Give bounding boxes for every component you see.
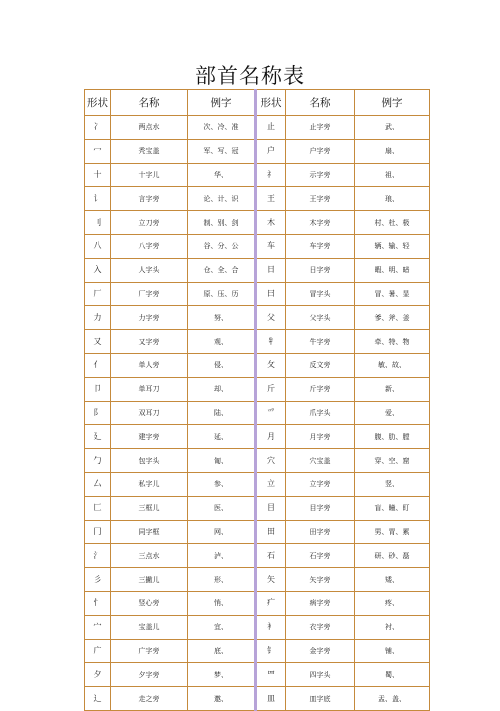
shape-cell: 王: [256, 187, 286, 211]
example-cell: 祖、: [355, 163, 430, 187]
shape-cell: 亻: [85, 353, 111, 377]
name-cell: 皿字底: [286, 687, 355, 711]
column-header-name: 名称: [111, 90, 188, 116]
example-cell: 敏、故、: [355, 353, 430, 377]
example-cell: 华、: [188, 163, 256, 187]
shape-cell: 卩: [85, 377, 111, 401]
shape-cell: 冖: [85, 139, 111, 163]
shape-cell: 衤: [256, 615, 286, 639]
example-cell: 腹、肋、膛: [355, 425, 430, 449]
shape-cell: 氵: [85, 544, 111, 568]
shape-cell: 钅: [256, 639, 286, 663]
example-cell: 男、胃、累: [355, 520, 430, 544]
name-cell: 爪字头: [286, 401, 355, 425]
example-cell: 盂、盖、: [355, 687, 430, 711]
table-body: [85, 116, 430, 711]
example-cell: 延、: [188, 425, 256, 449]
name-cell: 十字儿: [111, 163, 188, 187]
name-cell: 冒字头: [286, 282, 355, 306]
name-cell: 父字头: [286, 306, 355, 330]
table-row: [85, 187, 430, 211]
shape-cell: 疒: [256, 591, 286, 615]
shape-cell: 冫: [85, 116, 111, 140]
shape-cell: 讠: [85, 187, 111, 211]
name-cell: 田字旁: [286, 520, 355, 544]
shape-cell: 穴: [256, 449, 286, 473]
table-row: [85, 615, 430, 639]
name-cell: 月字旁: [286, 425, 355, 449]
shape-cell: 户: [256, 139, 286, 163]
name-cell: 病字旁: [286, 591, 355, 615]
shape-cell: 止: [256, 116, 286, 140]
example-cell: 次、冷、准: [188, 116, 256, 140]
table-row: [85, 139, 430, 163]
example-cell: 扇、: [355, 139, 430, 163]
shape-cell: 罒: [256, 663, 286, 687]
shape-cell: 阝: [85, 401, 111, 425]
example-cell: 陆、: [188, 401, 256, 425]
example-cell: 原、压、历: [188, 282, 256, 306]
name-cell: 四字头: [286, 663, 355, 687]
table-row: [85, 496, 430, 520]
column-header-example-right: 例字: [355, 90, 430, 116]
shape-cell: 廴: [85, 425, 111, 449]
example-cell: 新、: [355, 377, 430, 401]
example-cell: 努、: [188, 306, 256, 330]
shape-cell: 矢: [256, 568, 286, 592]
shape-cell: 日: [256, 258, 286, 282]
table-row: [85, 663, 430, 687]
example-cell: 军、写、冠: [188, 139, 256, 163]
shape-cell: 十: [85, 163, 111, 187]
shape-cell: 广: [85, 639, 111, 663]
name-cell: 反文旁: [286, 353, 355, 377]
shape-cell: 八: [85, 234, 111, 258]
name-cell: 目字旁: [286, 496, 355, 520]
example-cell: 宜、: [188, 615, 256, 639]
example-cell: 仓、全、合: [188, 258, 256, 282]
example-cell: 底、: [188, 639, 256, 663]
table-header-row: [85, 90, 430, 116]
table-row: [85, 449, 430, 473]
shape-cell: 又: [85, 330, 111, 354]
shape-cell: 忄: [85, 591, 111, 615]
name-cell: 王字旁: [286, 187, 355, 211]
name-cell: 秃宝盖: [111, 139, 188, 163]
name-cell: 矢字旁: [286, 568, 355, 592]
example-cell: 武、: [355, 116, 430, 140]
shape-cell: 月: [256, 425, 286, 449]
name-cell: 双耳刀: [111, 401, 188, 425]
table-row: [85, 163, 430, 187]
name-cell: 建字旁: [111, 425, 188, 449]
name-cell: 广字旁: [111, 639, 188, 663]
shape-cell: 曰: [256, 282, 286, 306]
example-cell: 匍、: [188, 449, 256, 473]
radical-name-table: [84, 89, 430, 711]
table-row: [85, 282, 430, 306]
column-header-example: 例字: [188, 90, 256, 116]
name-cell: 同字框: [111, 520, 188, 544]
page-title: 部首名称表: [195, 64, 305, 88]
shape-cell: 夕: [85, 663, 111, 687]
table-row: [85, 306, 430, 330]
table-row: [85, 401, 430, 425]
example-cell: 谷、分、公: [188, 234, 256, 258]
shape-cell: 目: [256, 496, 286, 520]
name-cell: 宝盖儿: [111, 615, 188, 639]
shape-cell: 匚: [85, 496, 111, 520]
name-cell: 石字旁: [286, 544, 355, 568]
example-cell: 形、: [188, 568, 256, 592]
table-row: [85, 425, 430, 449]
name-cell: 日字旁: [286, 258, 355, 282]
example-cell: 疼、: [355, 591, 430, 615]
name-cell: 立字旁: [286, 472, 355, 496]
shape-cell: 入: [85, 258, 111, 282]
column-header-shape-right: 形状: [256, 90, 286, 116]
name-cell: 斤字旁: [286, 377, 355, 401]
name-cell: 厂字旁: [111, 282, 188, 306]
shape-cell: 车: [256, 234, 286, 258]
shape-cell: 斤: [256, 377, 286, 401]
shape-cell: 勹: [85, 449, 111, 473]
shape-cell: 石: [256, 544, 286, 568]
name-cell: 金字旁: [286, 639, 355, 663]
shape-cell: 礻: [256, 163, 286, 187]
example-cell: 琅、: [355, 187, 430, 211]
shape-cell: 刂: [85, 211, 111, 235]
name-cell: 力字旁: [111, 306, 188, 330]
name-cell: 竖心旁: [111, 591, 188, 615]
name-cell: 三点水: [111, 544, 188, 568]
name-cell: 立刀旁: [111, 211, 188, 235]
shape-cell: 厶: [85, 472, 111, 496]
example-cell: 盲、瞳、盯: [355, 496, 430, 520]
name-cell: 又字旁: [111, 330, 188, 354]
example-cell: 铺、: [355, 639, 430, 663]
shape-cell: 彡: [85, 568, 111, 592]
name-cell: 示字旁: [286, 163, 355, 187]
name-cell: 八字旁: [111, 234, 188, 258]
example-cell: 冒、暑、显: [355, 282, 430, 306]
example-cell: 村、杜、极: [355, 211, 430, 235]
table-row: [85, 639, 430, 663]
table-row: [85, 591, 430, 615]
example-cell: 蜀、: [355, 663, 430, 687]
example-cell: 暇、明、暗: [355, 258, 430, 282]
name-cell: 车字旁: [286, 234, 355, 258]
example-cell: 悄、: [188, 591, 256, 615]
name-cell: 夕字旁: [111, 663, 188, 687]
example-cell: 论、计、识: [188, 187, 256, 211]
name-cell: 包字头: [111, 449, 188, 473]
table-row: [85, 258, 430, 282]
name-cell: 木字旁: [286, 211, 355, 235]
example-cell: 参、: [188, 472, 256, 496]
example-cell: 牵、特、物: [355, 330, 430, 354]
column-header-name-right: 名称: [286, 90, 355, 116]
shape-cell: 立: [256, 472, 286, 496]
shape-cell: 厂: [85, 282, 111, 306]
example-cell: 爹、斧、釜: [355, 306, 430, 330]
table-row: [85, 544, 430, 568]
example-cell: 竖、: [355, 472, 430, 496]
example-cell: 衬、: [355, 615, 430, 639]
example-cell: 侵、: [188, 353, 256, 377]
name-cell: 三框儿: [111, 496, 188, 520]
name-cell: 走之旁: [111, 687, 188, 711]
example-cell: 邀、: [188, 687, 256, 711]
example-cell: 观、: [188, 330, 256, 354]
table-row: [85, 330, 430, 354]
example-cell: 梦、: [188, 663, 256, 687]
shape-cell: 攵: [256, 353, 286, 377]
example-cell: 泸、: [188, 544, 256, 568]
table-row: [85, 687, 430, 711]
shape-cell: 辶: [85, 687, 111, 711]
shape-cell: 父: [256, 306, 286, 330]
shape-cell: 爫: [256, 401, 286, 425]
shape-cell: 牜: [256, 330, 286, 354]
table-row: [85, 353, 430, 377]
table-row: [85, 472, 430, 496]
shape-cell: 力: [85, 306, 111, 330]
table-row: [85, 377, 430, 401]
name-cell: 穴宝盖: [286, 449, 355, 473]
name-cell: 单人旁: [111, 353, 188, 377]
name-cell: 牛字旁: [286, 330, 355, 354]
example-cell: 却、: [188, 377, 256, 401]
example-cell: 矮、: [355, 568, 430, 592]
name-cell: 户字旁: [286, 139, 355, 163]
table-row: [85, 116, 430, 140]
name-cell: 止字旁: [286, 116, 355, 140]
example-cell: 制、别、剑: [188, 211, 256, 235]
shape-cell: 宀: [85, 615, 111, 639]
shape-cell: 皿: [256, 687, 286, 711]
example-cell: 网、: [188, 520, 256, 544]
shape-cell: 冂: [85, 520, 111, 544]
name-cell: 三撇儿: [111, 568, 188, 592]
shape-cell: 木: [256, 211, 286, 235]
example-cell: 辆、输、轻: [355, 234, 430, 258]
column-header-shape: 形状: [85, 90, 111, 116]
table-row: [85, 568, 430, 592]
table-row: [85, 211, 430, 235]
example-cell: 医、: [188, 496, 256, 520]
name-cell: 两点水: [111, 116, 188, 140]
name-cell: 私字儿: [111, 472, 188, 496]
table-row: [85, 234, 430, 258]
example-cell: 研、砂、磊: [355, 544, 430, 568]
example-cell: 穿、空、窟: [355, 449, 430, 473]
example-cell: 爱、: [355, 401, 430, 425]
name-cell: 言字旁: [111, 187, 188, 211]
shape-cell: 田: [256, 520, 286, 544]
name-cell: 人字头: [111, 258, 188, 282]
table-row: [85, 520, 430, 544]
name-cell: 单耳刀: [111, 377, 188, 401]
name-cell: 衣字旁: [286, 615, 355, 639]
